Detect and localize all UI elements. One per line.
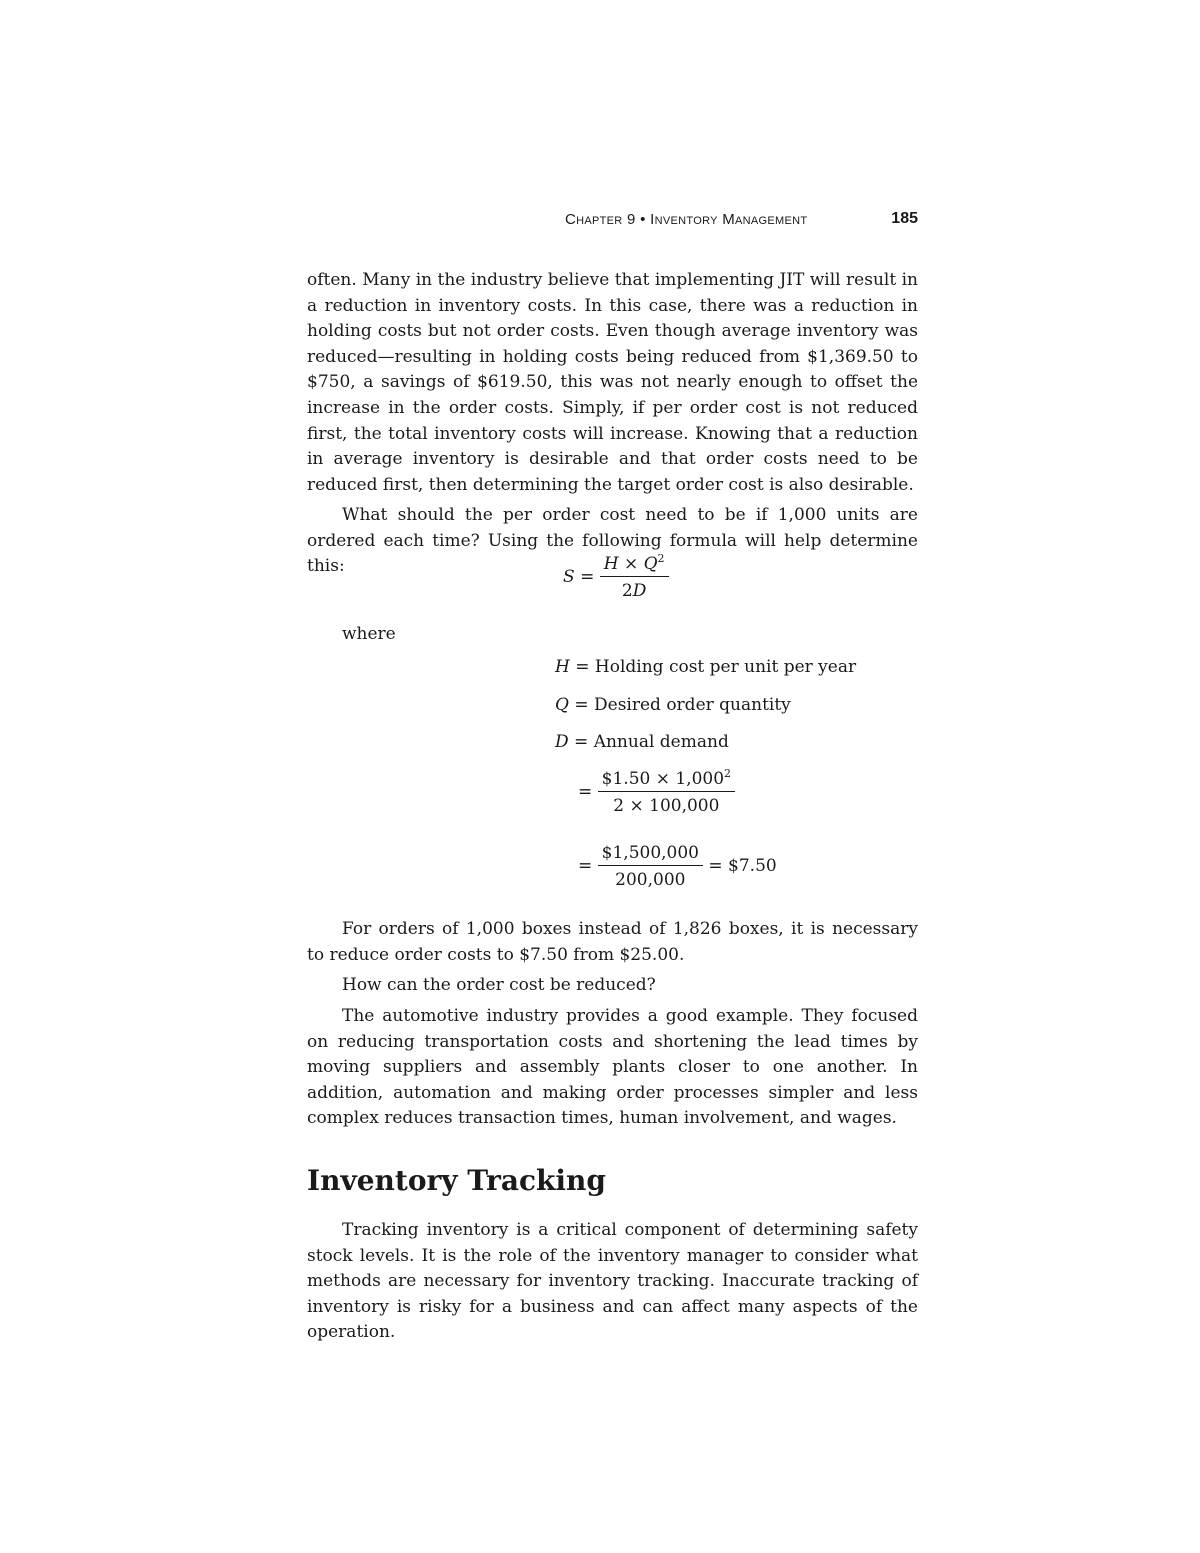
paragraph-reduce-question: How can the order cost be reduced? (342, 975, 656, 995)
calculation-step-1: = $\frac{\$1.50 \times 1,000^2}{2 \times 100,000}$ (578, 769, 735, 816)
section-heading: Inventory Tracking (307, 1164, 606, 1197)
order-cost-formula: S = $\frac{H \times Q^2}{2D}$ (563, 554, 669, 601)
definition-order-quantity: Q = Desired order quantity (555, 695, 791, 715)
paragraph-jit-costs: often. Many in the industry believe that implementing JIT will result in a reduction in inventory costs. In this case, there was a reduction in holding costs but not order costs. Even though average inventory was reduced—resulting in holding costs being reduced from $1,369.50 to $750, a savings of $619.50, this was not nearly enough to offset the increase in the order costs. Simply, if per order cost is not reduced first, the total inventory costs will increase. Knowing that a reduction in average inventory is desirable and that order costs need to be reduced first, then determining the target order cost is also desirable. (307, 270, 918, 495)
paragraph-order-boxes: For orders of 1,000 boxes instead of 1,826 boxes, it is necessary to reduce order costs to $7.50 from $25.00. (307, 919, 918, 965)
calculation-result: = $7.50 (708, 856, 777, 876)
page-number: 185 (891, 210, 918, 227)
running-head (560, 209, 918, 231)
running-head-title: Chapter 9 • Inventory Management (565, 211, 808, 228)
formula-fraction: $\frac{H \times Q^2}{2D}$ (600, 554, 669, 601)
paragraph-inventory-tracking: Tracking inventory is a critical component of determining safety stock levels. It is the role of the inventory manager to consider what methods are necessary for inventory tracking. Inaccurate tracking of inventory is risky for a business and can affect many aspects of the operation. (307, 1220, 918, 1343)
calculation-step-2: = $\frac{\$1,500,000}{200,000}$ = $7.50 (578, 843, 777, 890)
where-label: where (342, 624, 396, 644)
definition-holding-cost: H = Holding cost per unit per year (555, 657, 857, 677)
paragraph-automotive-example: The automotive industry provides a good example. They focused on reducing transportation costs and shortening the lead times by moving suppliers and assembly plants closer to one another. In addition, automation and making order processes simpler and less complex reduces transaction times, human involvement, and wages. (307, 1006, 918, 1129)
definition-annual-demand: D = Annual demand (555, 732, 729, 752)
paragraph-order-cost-question: What should the per order cost need to be if 1,000 units are ordered each time? Using the following formula will help determine this: (307, 505, 918, 577)
